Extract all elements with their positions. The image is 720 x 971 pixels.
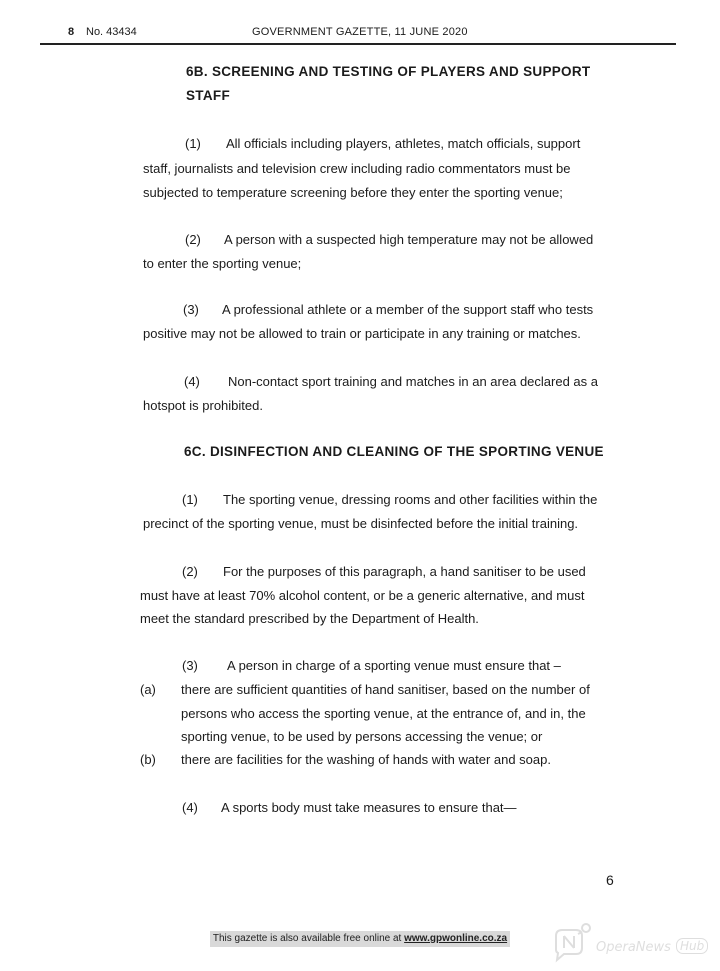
gazette-note-text: This gazette is also available free online at bbox=[212, 933, 405, 944]
para-6c-2-number: (2) bbox=[182, 564, 198, 579]
para-6b-3-line2: positive may not be allowed to train or participate in any training or matches. bbox=[143, 326, 581, 341]
section-6b-heading-line1: 6B. SCREENING AND TESTING OF PLAYERS AND SUPPORT bbox=[186, 64, 591, 79]
para-6c-2-line1: For the purposes of this paragraph, a hand sanitiser to be used bbox=[223, 564, 586, 579]
para-6b-1-number: (1) bbox=[185, 136, 201, 151]
para-6c-1-line1: The sporting venue, dressing rooms and other facilities within the bbox=[223, 492, 598, 507]
watermark-hub-badge: Hub bbox=[676, 938, 708, 954]
item-b-line1: there are facilities for the washing of hands with water and soap. bbox=[181, 752, 551, 767]
para-6b-4-line2: hotspot is prohibited. bbox=[143, 398, 263, 413]
para-6b-3-line1: A professional athlete or a member of the support staff who tests bbox=[222, 302, 594, 317]
opera-news-logo-icon bbox=[548, 920, 594, 966]
item-a-line1: there are sufficient quantities of hand sanitiser, based on the number of bbox=[181, 682, 590, 697]
item-b-label: (b) bbox=[140, 752, 156, 767]
para-6b-4-line1: Non-contact sport training and matches in an area declared as a bbox=[228, 374, 598, 389]
page-header bbox=[40, 24, 676, 42]
para-6c-3-number: (3) bbox=[182, 658, 198, 673]
watermark-text: OperaNews bbox=[596, 940, 671, 955]
item-a-line2: persons who access the sporting venue, at the entrance of, and in, the bbox=[181, 706, 586, 721]
para-6c-1-number: (1) bbox=[182, 492, 198, 507]
item-a-line3: sporting venue, to be used by persons accessing the venue; or bbox=[181, 729, 543, 744]
para-6b-2-line2: to enter the sporting venue; bbox=[143, 256, 302, 271]
para-6c-1-line2: precinct of the sporting venue, must be disinfected before the initial training. bbox=[143, 516, 579, 531]
gazette-number: No. 43434 bbox=[86, 26, 137, 38]
para-6b-1-line3: subjected to temperature screening before they enter the sporting venue; bbox=[143, 185, 563, 200]
para-6c-2-line3: meet the standard prescribed by the Department of Health. bbox=[140, 611, 479, 626]
para-6c-4-number: (4) bbox=[182, 800, 198, 815]
para-6b-3-number: (3) bbox=[183, 302, 199, 317]
para-6b-1-line2: staff, journalists and television crew including radio commentators must be bbox=[143, 161, 571, 176]
para-6c-3-line1: A person in charge of a sporting venue must ensure that – bbox=[227, 658, 561, 673]
para-6b-2-line1: A person with a suspected high temperature may not be allowed bbox=[224, 232, 594, 247]
opera-news-watermark bbox=[548, 918, 708, 968]
gazette-online-note bbox=[210, 931, 510, 947]
item-a-label: (a) bbox=[140, 682, 156, 697]
para-6c-4-line1: A sports body must take measures to ensure that— bbox=[221, 800, 517, 815]
header-page-number: 8 bbox=[68, 26, 75, 38]
section-6c-heading: 6C. DISINFECTION AND CLEANING OF THE SPORTING VENUE bbox=[184, 444, 604, 459]
header-title: GOVERNMENT GAZETTE, 11 JUNE 2020 bbox=[252, 26, 468, 38]
header-rule bbox=[40, 43, 676, 45]
para-6c-2-line2: must have at least 70% alcohol content, or be a generic alternative, and must bbox=[140, 588, 585, 603]
footer-page-number: 6 bbox=[606, 872, 614, 888]
para-6b-2-number: (2) bbox=[185, 232, 201, 247]
section-6b-heading-line2: STAFF bbox=[186, 88, 230, 103]
para-6b-4-number: (4) bbox=[184, 374, 200, 389]
para-6b-1-line1: All officials including players, athletes, match officials, support bbox=[226, 136, 581, 151]
gazette-url-link[interactable]: www.gpwonline.co.za bbox=[404, 933, 508, 944]
